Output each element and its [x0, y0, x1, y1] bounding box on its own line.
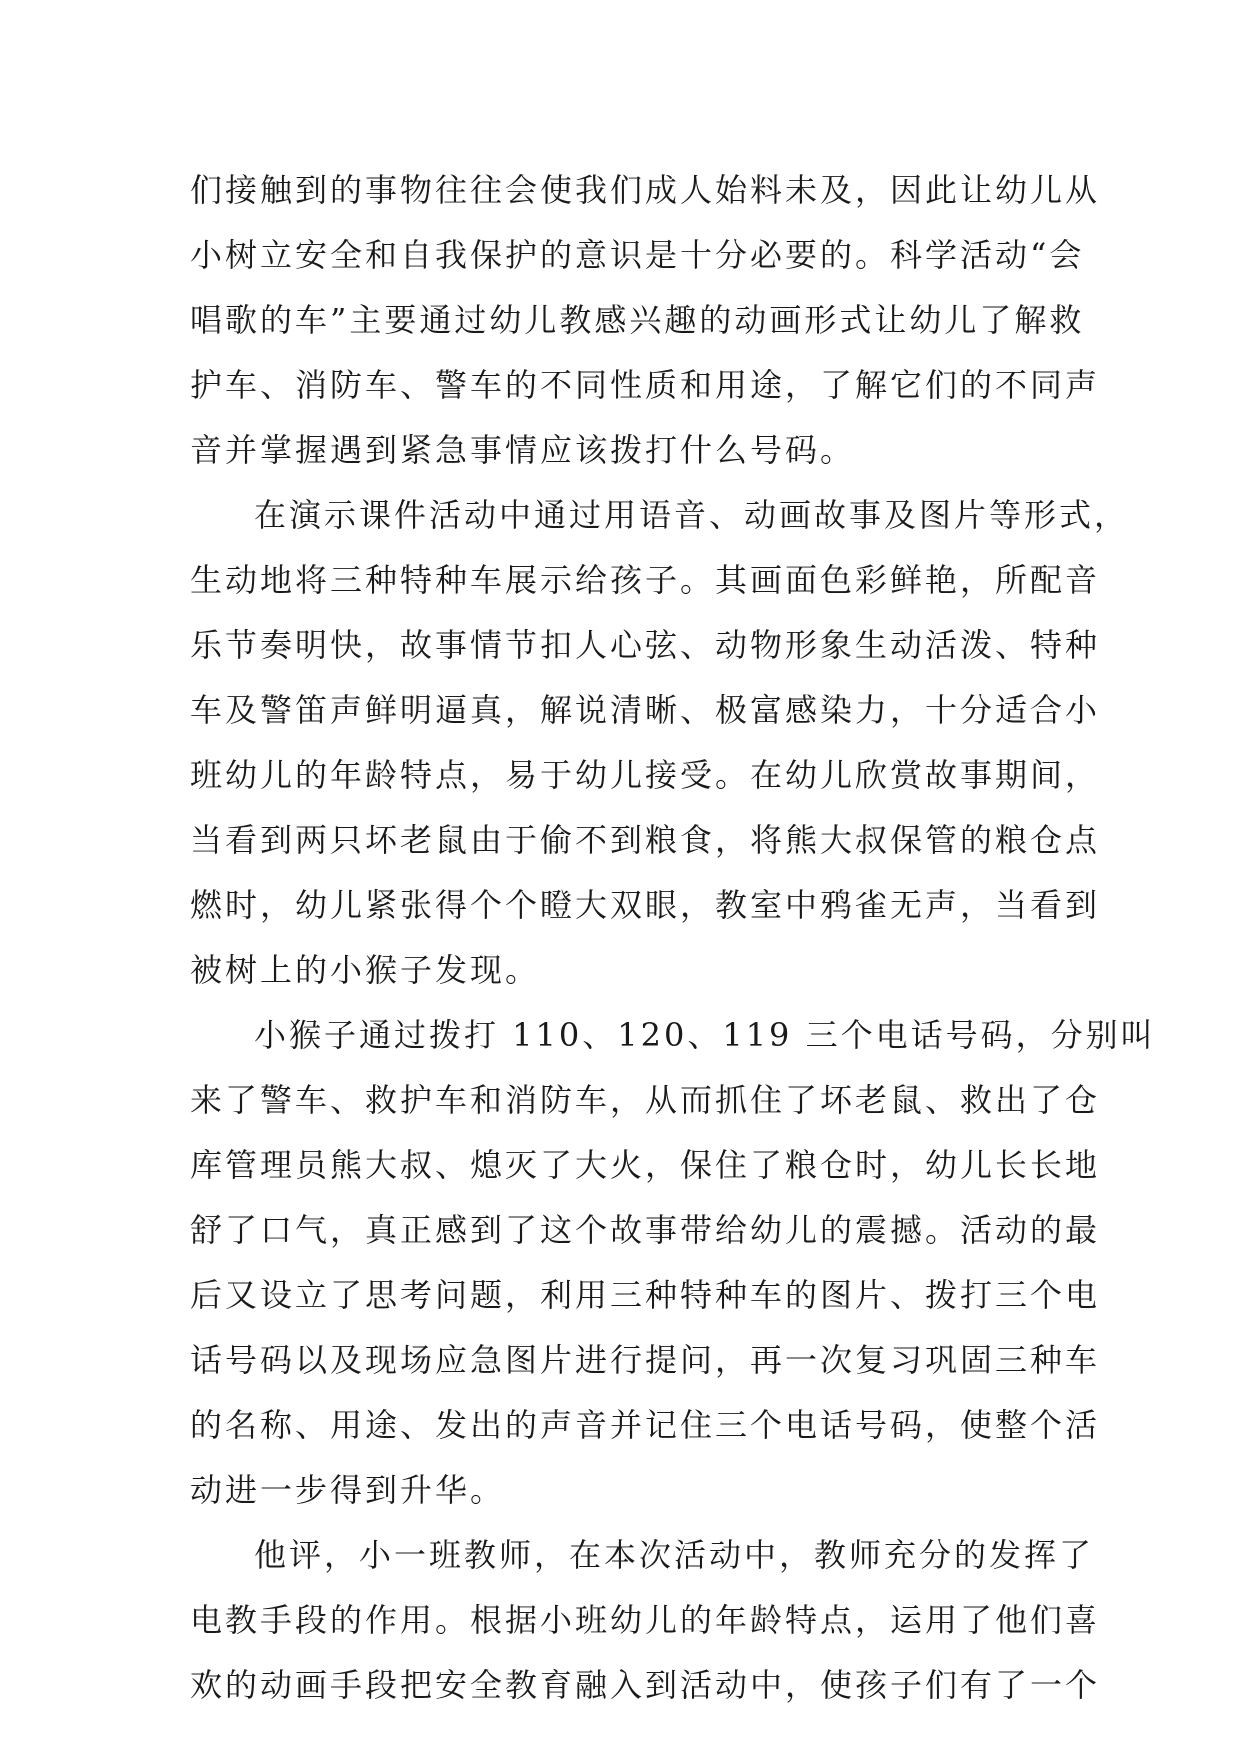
text-line: 舒了口气，真正感到了这个故事带给幼儿的震撼。活动的最: [190, 1211, 1101, 1249]
text-line: 班幼儿的年龄特点，易于幼儿接受。在幼儿欣赏故事期间，: [190, 756, 1101, 794]
text-line: 乐节奏明快，故事情节扣人心弦、动物形象生动活泼、特种: [190, 626, 1101, 664]
text-line: 们接触到的事物往往会使我们成人始料未及，因此让幼儿从: [190, 171, 1101, 209]
text-line: 音并掌握遇到紧急事情应该拨打什么号码。: [190, 431, 856, 469]
text-line: 护车、消防车、警车的不同性质和用途，了解它们的不同声: [190, 366, 1101, 404]
paragraph-4: [190, 1523, 1101, 1718]
text-line: 电教手段的作用。根据小班幼儿的年龄特点，运用了他们喜: [190, 1601, 1101, 1639]
text-line: 小树立安全和自我保护的意识是十分必要的。科学活动“会: [190, 236, 1085, 274]
paragraph-2: [190, 483, 1130, 1003]
text-line: 来了警车、救护车和消防车，从而抓住了坏老鼠、救出了仓: [190, 1081, 1101, 1119]
document-body: [190, 158, 1156, 1718]
text-line: 后又设立了思考问题，利用三种特种车的图片、拨打三个电: [190, 1276, 1101, 1314]
text-line: 他评，小一班教师，在本次活动中，教师充分的发挥了: [254, 1536, 1095, 1574]
text-line: 车及警笛声鲜明逼真，解说清晰、极富感染力，十分适合小: [190, 691, 1101, 729]
text-line: 在演示课件活动中通过用语音、动画故事及图片等形式，: [254, 496, 1130, 534]
text-line: 欢的动画手段把安全教育融入到活动中，使孩子们有了一个: [190, 1666, 1101, 1704]
text-line: 的名称、用途、发出的声音并记住三个电话号码，使整个活: [190, 1406, 1101, 1444]
text-line: 库管理员熊大叔、熄灭了大火，保住了粮仓时，幼儿长长地: [190, 1146, 1101, 1184]
text-line: 燃时，幼儿紧张得个个瞪大双眼，教室中鸦雀无声，当看到: [190, 886, 1101, 924]
text-line: 当看到两只坏老鼠由于偷不到粮食，将熊大叔保管的粮仓点: [190, 821, 1101, 859]
paragraph-1: [190, 158, 1101, 483]
text-line: 话号码以及现场应急图片进行提问，再一次复习巩固三种车: [190, 1341, 1101, 1379]
paragraph-3: [190, 1003, 1156, 1523]
text-line: 小猴子通过拨打 110、120、119 三个电话号码，分别叫: [254, 1016, 1156, 1054]
text-line: 唱歌的车”主要通过幼儿教感兴趣的动画形式让幼儿了解救: [190, 301, 1085, 339]
text-line: 生动地将三种特种车展示给孩子。其画面色彩鲜艳，所配音: [190, 561, 1101, 599]
text-line: 被树上的小猴子发现。: [190, 951, 541, 989]
text-line: 动进一步得到升华。: [190, 1471, 506, 1509]
